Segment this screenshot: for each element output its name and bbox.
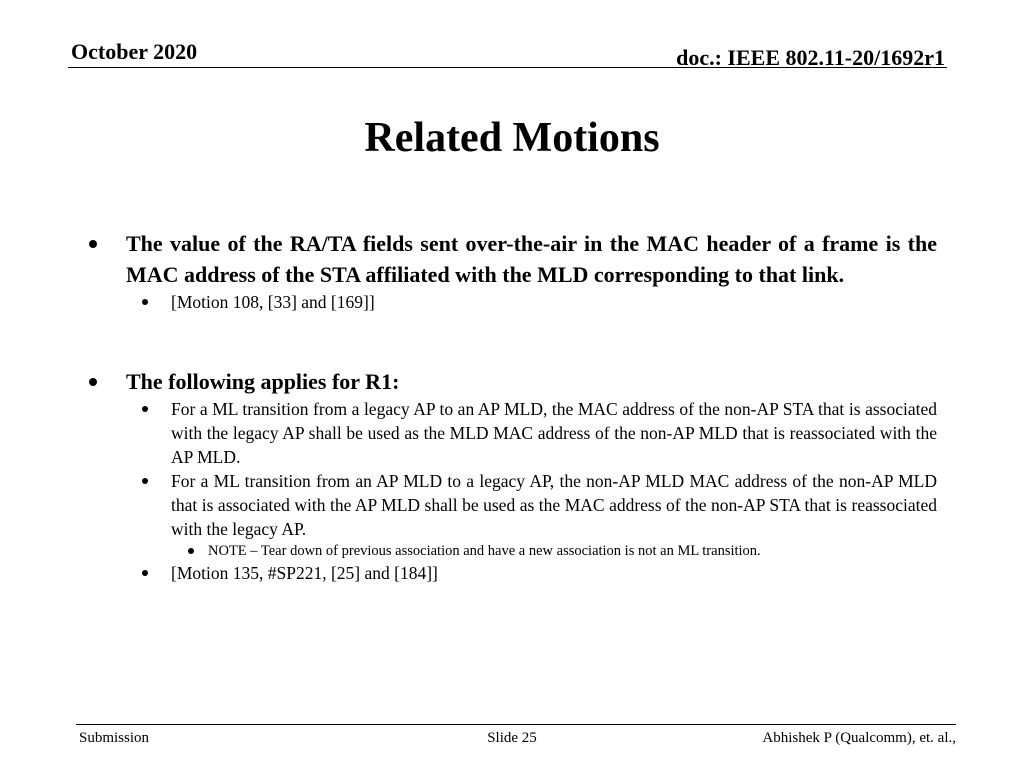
slide-body (86, 228, 937, 585)
footer-author: Abhishek P (Qualcomm), et. al., (762, 730, 956, 746)
bullet-icon (188, 548, 194, 554)
bullet-icon (142, 299, 148, 305)
bullet-icon (142, 570, 148, 576)
header-date: October 2020 (71, 39, 198, 64)
bullet-text: The following applies for R1: (126, 369, 400, 394)
sub-bullet-legacy-to-mld (86, 397, 937, 469)
note-text: NOTE – Tear down of previous association and have a new association is not an ML transition. (208, 543, 761, 559)
bullet-text: The value of the RA/TA fields sent over-the-air in the MAC header of a frame is the MAC address of the STA affiliated with the MLD corresponding to that link. (126, 231, 937, 287)
header-doc-id: doc.: IEEE 802.11-20/1692r1 (676, 45, 945, 70)
footer-submission: Submission (79, 730, 150, 746)
spacer (86, 314, 937, 366)
slide-title: Related Motions (364, 115, 660, 161)
footer-divider (76, 724, 956, 725)
bullet-icon (142, 406, 148, 412)
sub-bullet-motion-135 (86, 561, 937, 585)
bullet-icon (89, 378, 97, 386)
sub-bullet-text: For a ML transition from an AP MLD to a legacy AP, the non-AP MLD MAC address of the non-AP MLD that is associated with the AP MLD shall be used as the MAC address of the non-AP STA that is reassociated with the legacy AP. (171, 471, 937, 539)
header-divider (68, 67, 947, 68)
sub-bullet-text: [Motion 108, [33] and [169]] (171, 292, 375, 312)
sub-bullet-text: [Motion 135, #SP221, [25] and [184]] (171, 563, 438, 583)
sub-bullet-motion-108 (86, 290, 937, 314)
bullet-icon (142, 478, 148, 484)
bullet-ra-ta (86, 228, 937, 290)
sub-bullet-text: For a ML transition from a legacy AP to an AP MLD, the MAC address of the non-AP STA that is associated with the legacy AP shall be used as the MLD MAC address of the non-AP MLD that is reassociated with the AP MLD. (171, 399, 937, 467)
bullet-r1 (86, 366, 937, 397)
bullet-icon (89, 240, 97, 248)
sub-bullet-mld-to-legacy (86, 469, 937, 541)
sub-sub-bullet-note (86, 541, 937, 561)
footer-slide-number: Slide 25 (487, 730, 537, 746)
